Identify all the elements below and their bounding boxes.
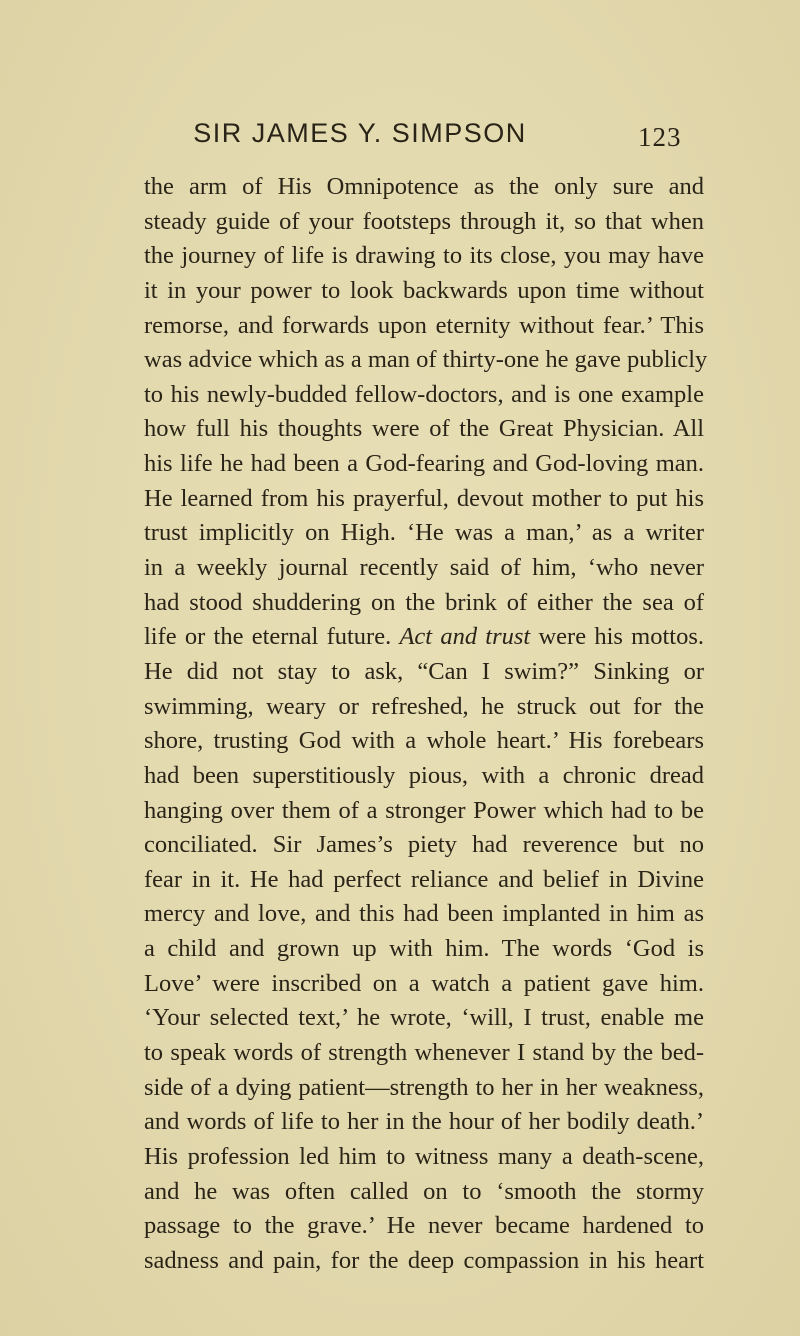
text-line: He learned from his prayerful, devout mother to put his — [144, 484, 704, 512]
text-line: and he was often called on to ‘smooth the stormy — [144, 1177, 704, 1205]
text-line: how full his thoughts were of the Great Physician. All — [144, 415, 704, 443]
text-line: conciliated. Sir James’s piety had reverence but no — [144, 831, 704, 859]
text-line: sadness and pain, for the deep compassion in his heart — [144, 1246, 704, 1274]
text-line: fear in it. He had perfect reliance and belief in Divine — [144, 865, 704, 893]
line-segment: were his mottos. — [530, 623, 704, 651]
text-line: steady guide of your footsteps through it, so that when — [144, 207, 704, 235]
text-line: trust implicitly on High. ‘He was a man,’ as a writer — [144, 519, 704, 547]
text-line: the arm of His Omnipotence as the only sure and — [144, 173, 704, 200]
text-line: side of a dying patient—strength to her in her weakness, — [144, 1073, 704, 1101]
text-line: shore, trusting God with a whole heart.’ His forebears — [144, 727, 704, 755]
running-head: SIR JAMES Y. SIMPSON — [193, 118, 527, 148]
text-line: ‘Your selected text,’ he wrote, ‘will, I trust, enable me — [144, 1004, 704, 1032]
text-line: a child and grown up with him. The words ‘God is — [144, 935, 704, 963]
text-line: to his newly-budded fellow-doctors, and is one example — [144, 380, 704, 408]
text-line: and words of life to her in the hour of her bodily death.’ — [144, 1108, 704, 1136]
text-line: had stood shuddering on the brink of either the sea of — [144, 588, 704, 616]
text-line: the journey of life is drawing to its close, you may have — [144, 242, 704, 270]
text-line: had been superstitiously pious, with a chronic dread — [144, 761, 704, 789]
page-number: 123 — [638, 122, 682, 152]
text-line: in a weekly journal recently said of him, ‘who never — [144, 554, 704, 582]
text-line-with-italic — [144, 620, 704, 655]
text-line: to speak words of strength whenever I stand by the bed- — [144, 1039, 704, 1067]
text-line: His profession led him to witness many a death-scene, — [144, 1142, 704, 1170]
text-line: was advice which as a man of thirty-one he gave publicly — [144, 346, 708, 374]
line-segment: life or the eternal future. — [144, 623, 400, 651]
page-header — [0, 118, 800, 158]
text-line: passage to the grave.’ He never became hardened to — [144, 1212, 704, 1240]
text-line: it in your power to look backwards upon time without — [144, 276, 704, 304]
text-line: hanging over them of a stronger Power which had to be — [144, 796, 704, 824]
text-line: He did not stay to ask, “Can I swim?” Sinking or — [144, 657, 704, 685]
text-line: remorse, and forwards upon eternity without fear.’ This — [144, 311, 704, 339]
italic-phrase: Act and trust — [399, 623, 531, 651]
text-line: swimming, weary or refreshed, he struck out for the — [144, 692, 704, 720]
text-line: his life he had been a God-fearing and God-loving man. — [144, 450, 704, 478]
text-line: Love’ were inscribed on a watch a patient gave him. — [144, 969, 704, 997]
text-line: mercy and love, and this had been implanted in him as — [144, 900, 704, 928]
body-text — [144, 170, 708, 1279]
